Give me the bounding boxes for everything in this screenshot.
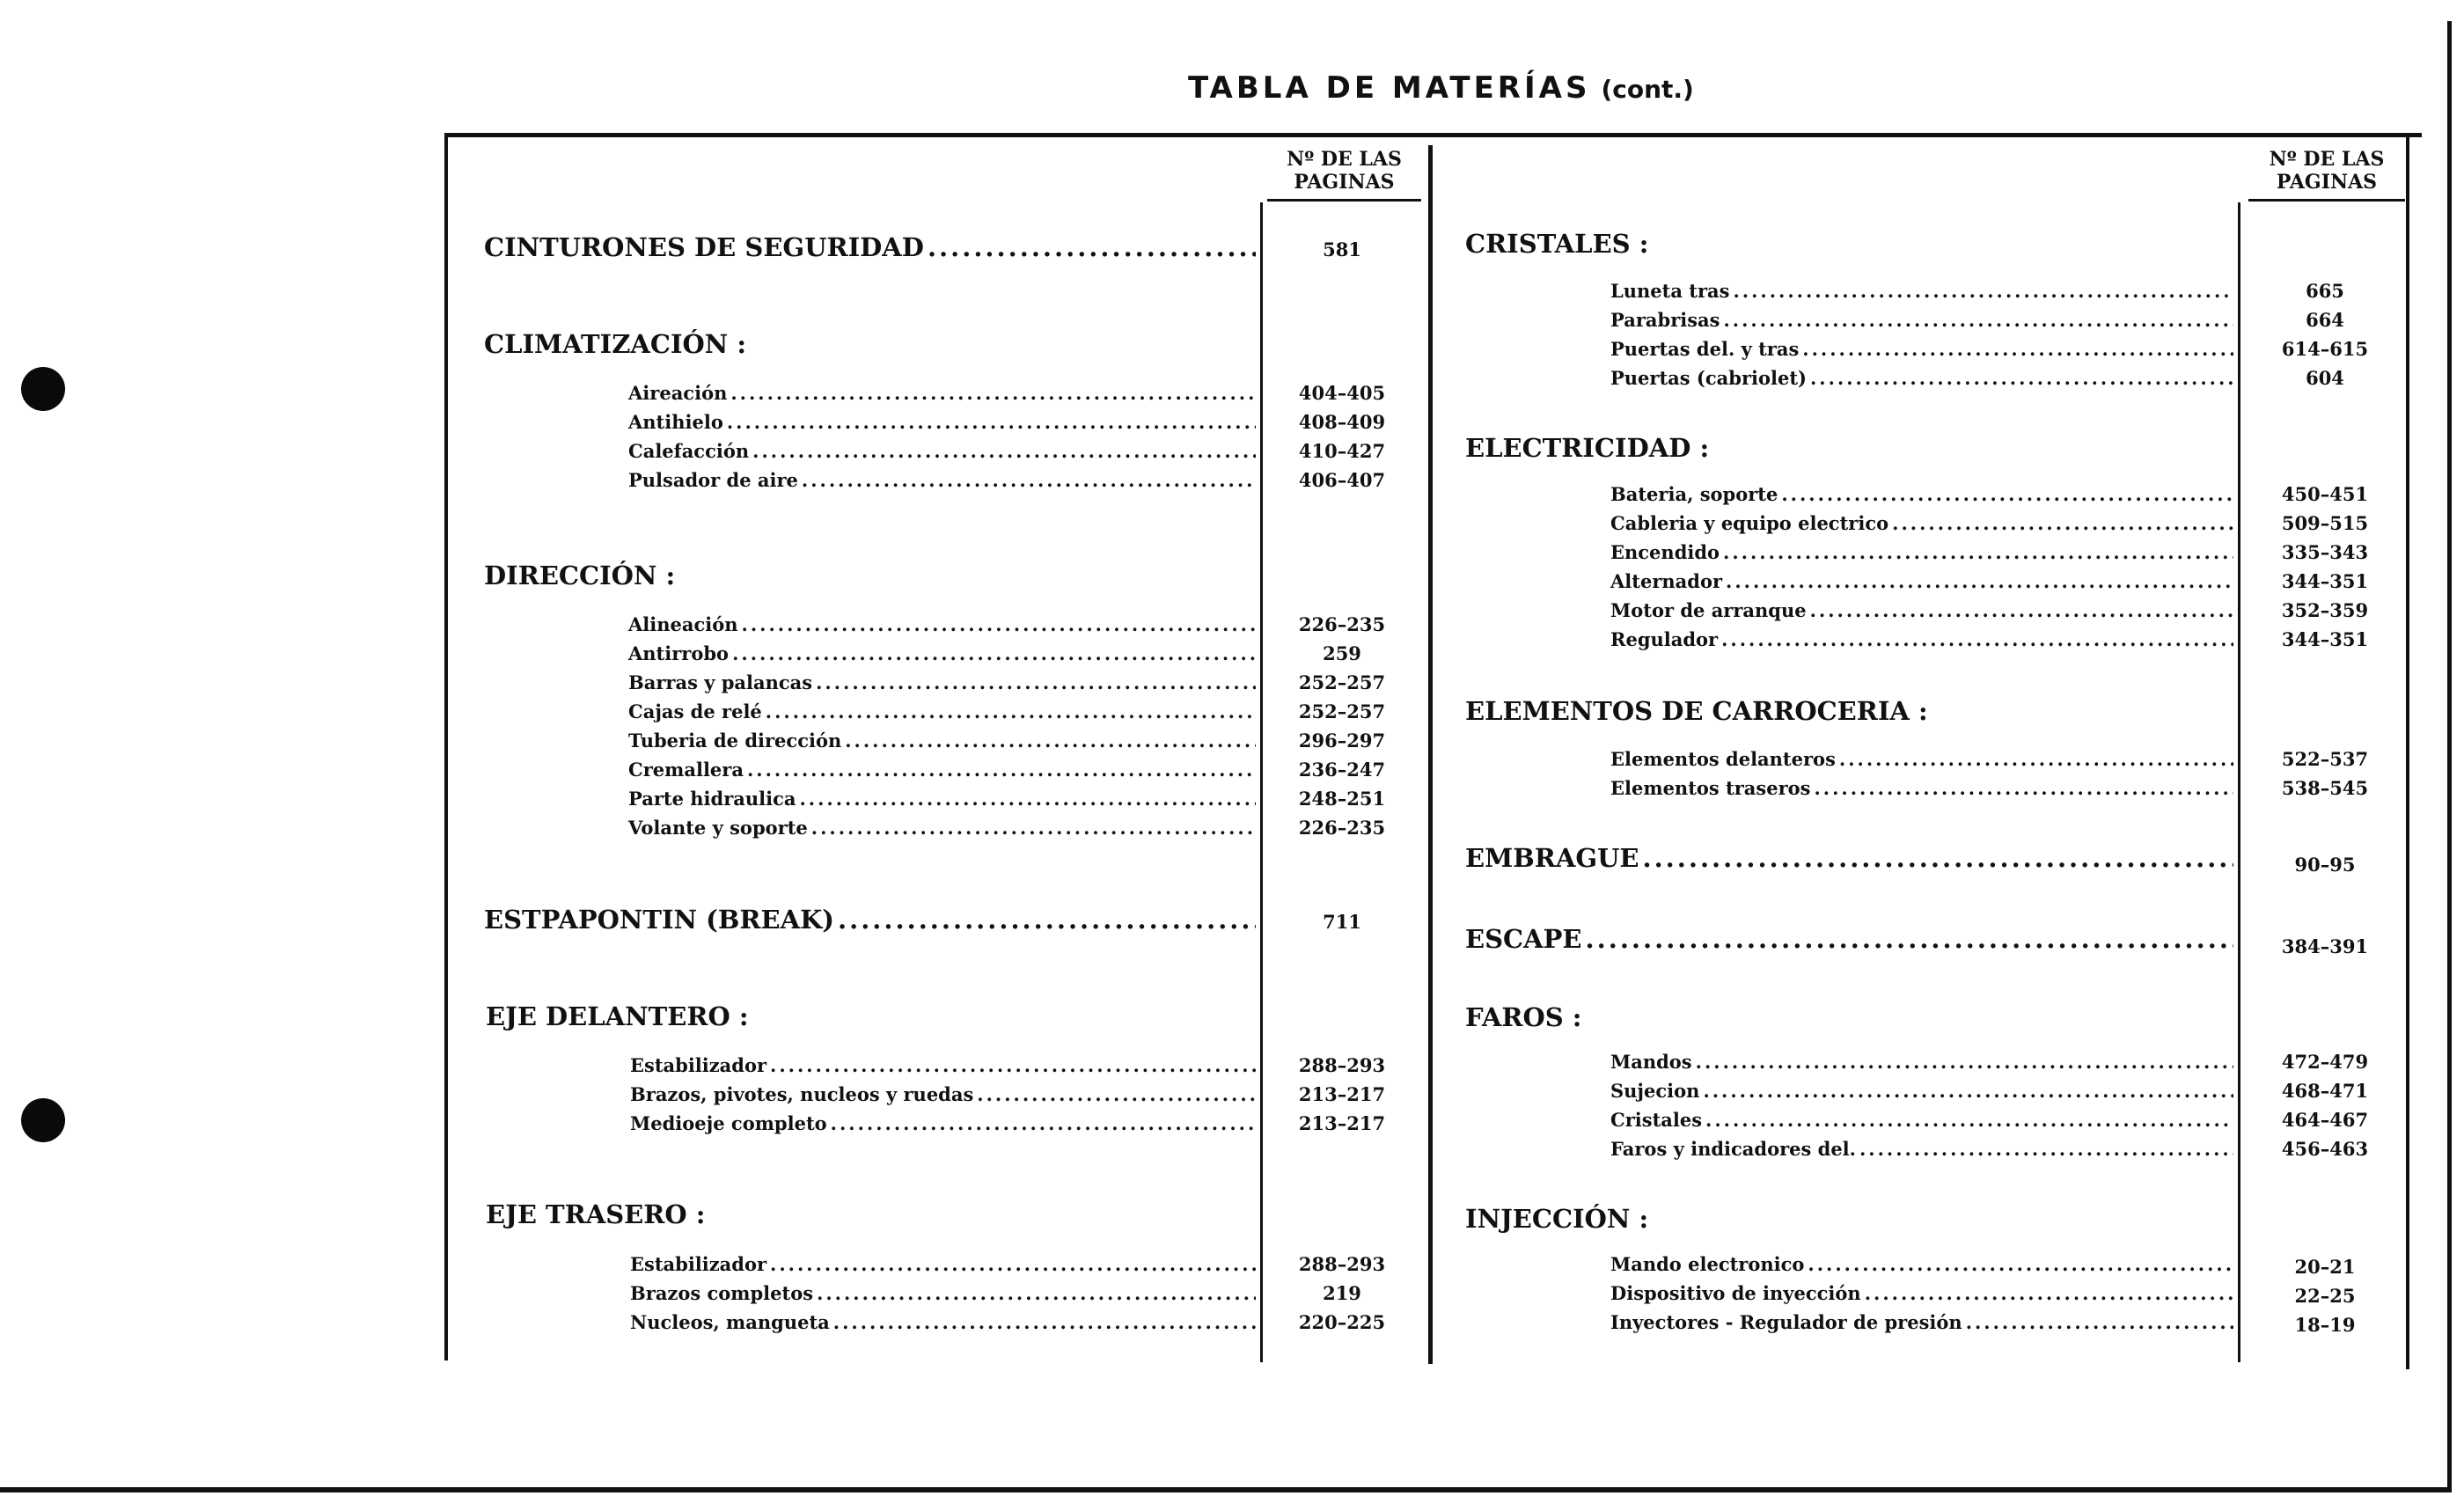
list-item: Cremallera ..... [628, 759, 1256, 781]
section-faros: FAROS : [1465, 1002, 1582, 1032]
page-number: 252–257 [1298, 700, 1386, 722]
list-item: Encendido ..... [1610, 541, 2233, 563]
page-number: 18–19 [2294, 1314, 2356, 1336]
page-number: 352–359 [2281, 599, 2369, 621]
list-item: Regulador ..... [1610, 628, 2233, 650]
list-item: Puertas del. y tras ..... [1610, 338, 2233, 360]
list-item: Puertas (cabriolet) ..... [1610, 367, 2233, 389]
section-cristales: CRISTALES : [1465, 229, 1649, 259]
page-number: 236–247 [1298, 759, 1386, 781]
right-column-header-text: Nº DE LAS PAGINAS [2269, 148, 2385, 194]
section-inyeccion: INJECCIÓN : [1465, 1204, 1649, 1234]
list-item: Volante y soporte ..... [628, 817, 1256, 839]
page-number: 252–257 [1298, 671, 1386, 693]
page-number: 472–479 [2281, 1051, 2369, 1073]
page-number: 450–451 [2281, 483, 2369, 505]
right-page-column-divider [2238, 202, 2240, 1362]
list-item: Antirrobo ..... [628, 642, 1256, 664]
list-item: Parte hidraulica ..... [628, 788, 1256, 810]
page-number: 296–297 [1298, 730, 1386, 752]
list-item: Mando electronico ..... [1610, 1253, 2233, 1275]
list-item: Estabilizador ..... [630, 1054, 1256, 1076]
list-item: Aireación ..... [628, 382, 1256, 404]
list-item: Antihielo ..... [628, 411, 1256, 433]
list-item: Elementos traseros ..... [1610, 777, 2233, 799]
page-number: 219 [1323, 1282, 1361, 1304]
binder-hole-top [21, 367, 65, 411]
list-item: Estabilizador ..... [630, 1253, 1256, 1275]
list-item: Barras y palancas ..... [628, 671, 1256, 693]
list-item: Cableria y equipo electrico ..... [1610, 512, 2233, 534]
list-item: Faros y indicadores del. ..... [1610, 1138, 2233, 1160]
list-item: Elementos delanteros ..... [1610, 748, 2233, 770]
list-item: Medioeje completo ..... [630, 1112, 1256, 1134]
page-frame-right [2447, 21, 2452, 1492]
page-number: 468–471 [2281, 1080, 2369, 1102]
page-number: 456–463 [2281, 1138, 2369, 1160]
page-number: 213–217 [1298, 1112, 1386, 1134]
center-divider [1428, 145, 1433, 1364]
list-item: Inyectores - Regulador de presión ..... [1610, 1311, 2233, 1333]
left-column-header-text: Nº DE LAS PAGINAS [1287, 148, 1402, 194]
page-number: 406–407 [1298, 469, 1386, 491]
list-item: Mandos ..... [1610, 1051, 2233, 1073]
page-number: 464–467 [2281, 1109, 2369, 1131]
page-number: 614–615 [2281, 338, 2369, 360]
table-top-rule [444, 133, 2422, 137]
page-number: 22–25 [2294, 1285, 2356, 1307]
list-item: Tuberia de dirección ..... [628, 730, 1256, 752]
list-item: Nucleos, mangueta ..... [630, 1311, 1256, 1333]
list-item: Motor de arranque ..... [1610, 599, 2233, 621]
section-eje-trasero: EJE TRASERO : [486, 1199, 706, 1229]
page-number: 248–251 [1298, 788, 1386, 810]
page-number: 259 [1323, 642, 1361, 664]
left-column-header [1267, 148, 1421, 202]
page-number: 408–409 [1298, 411, 1386, 433]
page-cinturones: 581 [1323, 238, 1361, 260]
page-number: 288–293 [1298, 1054, 1386, 1076]
title-text: TABLA DE MATERÍAS [1188, 70, 1591, 106]
list-item: Alternador ..... [1610, 570, 2233, 592]
page-number: 404–405 [1298, 382, 1386, 404]
page-number: 509–515 [2281, 512, 2369, 534]
list-item: Brazos, pivotes, nucleos y ruedas ..... [630, 1083, 1256, 1105]
page-escape: 384–391 [2281, 935, 2369, 957]
entry-estapontin: ESTPAPONTIN (BREAK) ..... [484, 905, 1256, 935]
list-item: Cajas de relé ..... [628, 700, 1256, 722]
page-number: 665 [2306, 280, 2344, 302]
page-number: 213–217 [1298, 1083, 1386, 1105]
page-number: 335–343 [2281, 541, 2369, 563]
page-number: 664 [2306, 309, 2344, 331]
page-number: 226–235 [1298, 613, 1386, 635]
page-number: 226–235 [1298, 817, 1386, 839]
list-item: Parabrisas ..... [1610, 309, 2233, 331]
entry-cinturones: CINTURONES DE SEGURIDAD ..... [484, 232, 1256, 262]
list-item: Brazos completos ..... [630, 1282, 1256, 1304]
list-item: Sujecion ..... [1610, 1080, 2233, 1102]
page-number: 220–225 [1298, 1311, 1386, 1333]
page-number: 604 [2306, 367, 2344, 389]
list-item: Pulsador de aire ..... [628, 469, 1256, 491]
section-electricidad: ELECTRICIDAD : [1465, 433, 1710, 463]
page-number: 344–351 [2281, 570, 2369, 592]
table-left-border [444, 133, 448, 1360]
title-suffix: (cont.) [1601, 75, 1694, 104]
entry-embrague: EMBRAGUE ..... [1465, 843, 2233, 873]
right-column-header [2248, 148, 2405, 202]
table-right-border [2406, 133, 2409, 1369]
section-carroceria: ELEMENTOS DE CARROCERIA : [1465, 696, 1928, 726]
page-embrague: 90–95 [2294, 854, 2356, 876]
page-estapontin: 711 [1323, 911, 1361, 933]
page-number: 410–427 [1298, 440, 1386, 462]
section-climatizacion: CLIMATIZACIÓN : [484, 329, 747, 359]
page-number: 522–537 [2281, 748, 2369, 770]
left-page-column-divider [1260, 202, 1263, 1362]
section-eje-delantero: EJE DELANTERO : [486, 1001, 749, 1031]
page-number: 538–545 [2281, 777, 2369, 799]
binder-hole-bottom [21, 1098, 65, 1142]
page-number: 288–293 [1298, 1253, 1386, 1275]
page-number: 344–351 [2281, 628, 2369, 650]
list-item: Bateria, soporte ..... [1610, 483, 2233, 505]
list-item: Calefacción ..... [628, 440, 1256, 462]
page-title [1188, 70, 1694, 106]
list-item: Luneta tras ..... [1610, 280, 2233, 302]
section-direccion: DIRECCIÓN : [484, 561, 676, 590]
page-frame-bottom [0, 1487, 2451, 1492]
entry-escape: ESCAPE ..... [1465, 924, 2233, 954]
list-item: Dispositivo de inyección ..... [1610, 1282, 2233, 1304]
page-number: 20–21 [2294, 1256, 2356, 1278]
list-item: Alineación ..... [628, 613, 1256, 635]
list-item: Cristales ..... [1610, 1109, 2233, 1131]
